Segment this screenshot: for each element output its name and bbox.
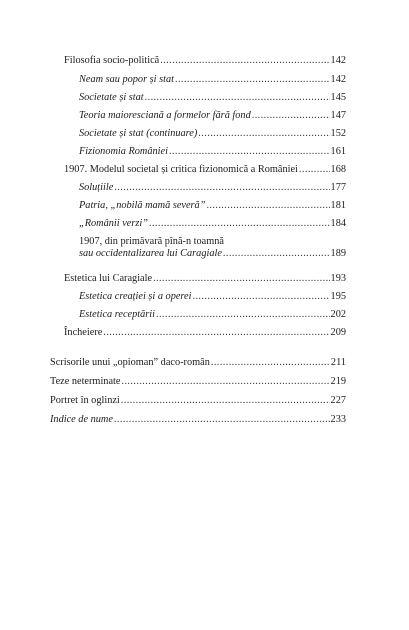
entry-title: Societate și stat (continuare)	[79, 128, 198, 139]
toc-entry	[79, 218, 346, 230]
toc-entry	[50, 414, 346, 426]
entry-title-line-1: 1907, din primăvară pînă-n toamnă	[79, 236, 224, 247]
dot-leader	[145, 92, 330, 104]
entry-title: Patria, „nobilă mamă severă”	[79, 200, 206, 211]
entry-title: Estetica lui Caragiale	[64, 273, 153, 284]
toc-entry	[50, 395, 346, 407]
toc-entry	[64, 164, 346, 176]
entry-title: 1907. Modelul societal și critica fizionomică a României	[64, 164, 298, 175]
toc-entry	[79, 291, 346, 303]
toc-entry	[64, 327, 346, 339]
entry-page: 193	[330, 273, 346, 284]
entry-title: Teze neterminate	[50, 376, 121, 387]
dot-leader	[103, 327, 329, 339]
dot-leader	[153, 273, 329, 285]
dot-leader	[121, 395, 330, 407]
toc-entry	[64, 273, 346, 285]
toc-entry	[50, 376, 346, 388]
entry-page: 142	[330, 55, 346, 66]
toc-entry	[79, 146, 346, 158]
entry-page: 189	[330, 248, 346, 259]
toc-entry	[79, 309, 346, 321]
toc-entry	[50, 357, 346, 369]
dot-leader	[206, 200, 329, 212]
entry-page: 219	[330, 376, 346, 387]
entry-page: 233	[330, 414, 346, 425]
toc-entry	[64, 55, 346, 67]
dot-leader	[121, 376, 329, 388]
dot-leader	[252, 110, 330, 122]
dot-leader	[169, 146, 330, 158]
entry-title: Indice de nume	[50, 414, 113, 425]
entry-page: 202	[330, 309, 346, 320]
dot-leader	[114, 182, 329, 194]
dot-leader	[156, 309, 330, 321]
entry-title: Fizionomia României	[79, 146, 168, 157]
entry-page: 147	[330, 110, 346, 121]
entry-page: 227	[330, 395, 346, 406]
dot-leader	[198, 128, 329, 140]
entry-title: Societate și stat	[79, 92, 144, 103]
toc-entry	[79, 74, 346, 86]
entry-page: 177	[330, 182, 346, 193]
entry-title-line-2: sau occidentalizarea lui Caragiale	[79, 248, 222, 259]
entry-page: 145	[330, 92, 346, 103]
toc-entry	[79, 128, 346, 140]
entry-page: 195	[330, 291, 346, 302]
entry-title: Neam sau popor și stat	[79, 74, 174, 85]
entry-page: 211	[330, 357, 346, 368]
toc-entry	[79, 200, 346, 212]
entry-title: Filosofia socio-politică	[64, 55, 160, 66]
entry-page: 142	[330, 74, 346, 85]
dot-leader	[149, 218, 330, 230]
entry-page: 181	[330, 200, 346, 211]
dot-leader	[223, 248, 330, 260]
entry-page: 168	[330, 164, 346, 175]
entry-title: Soluțiile	[79, 182, 114, 193]
toc-entry	[79, 182, 346, 194]
entry-title: Încheiere	[64, 327, 103, 338]
dot-leader	[160, 55, 329, 67]
entry-title: Estetica receptării	[79, 309, 155, 320]
entry-page: 161	[330, 146, 346, 157]
entry-title: Estetica creației și a operei	[79, 291, 192, 302]
entry-page: 152	[330, 128, 346, 139]
dot-leader	[211, 357, 330, 369]
entry-title: Teoria maioresciană a formelor fără fond	[79, 110, 251, 121]
entry-page: 209	[330, 327, 346, 338]
entry-title: Portret în oglinzi	[50, 395, 120, 406]
toc-entry	[79, 92, 346, 104]
entry-title: „Românii verzi”	[79, 218, 148, 229]
dot-leader	[114, 414, 330, 426]
entry-title: Scrisorile unui „opioman” daco-român	[50, 357, 210, 368]
toc-entry	[79, 236, 346, 260]
dot-leader	[175, 74, 330, 86]
toc-entry	[79, 110, 346, 122]
dot-leader	[299, 164, 330, 176]
dot-leader	[192, 291, 329, 303]
entry-page: 184	[330, 218, 346, 229]
